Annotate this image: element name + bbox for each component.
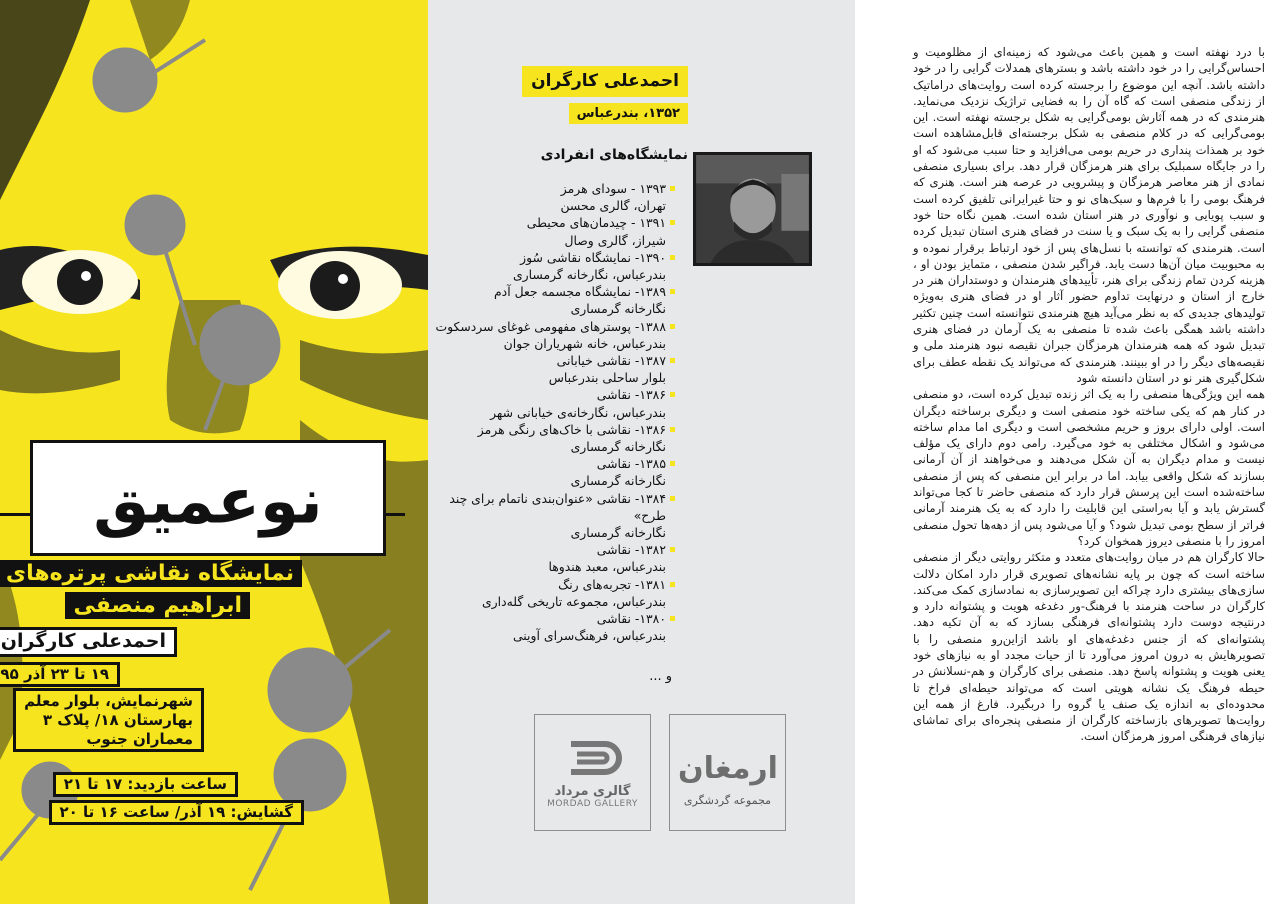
artist-name-tag: احمدعلی کارگران — [522, 66, 688, 97]
bullet-square-icon — [670, 582, 675, 587]
solo-exhibitions-list — [435, 180, 675, 644]
bullet-square-icon — [670, 289, 675, 294]
exhibition-item — [435, 214, 675, 248]
poster-artist-name: احمدعلی کارگران — [0, 627, 177, 657]
bullet-square-icon — [670, 427, 675, 432]
exhibition-title: ۱۳۸۴- نقاشی «عنوان‌بندی ناتمام برای چند طرح» — [449, 490, 666, 523]
bullet-square-icon — [670, 392, 675, 397]
exhibition-place: بندرعباس، معبد هندوها — [548, 559, 666, 575]
exhibition-place: بلوار ساحلی بندرعباس — [548, 370, 666, 386]
exhibition-title: ۱۳۸۲- نقاشی — [596, 542, 666, 558]
artist-birth-tag: ۱۳۵۲، بندرعباس — [569, 103, 688, 124]
poster-dates: ۱۹ تا ۲۳ آذر ۹۵ — [0, 662, 120, 687]
exhibition-item — [435, 180, 675, 214]
bullet-square-icon — [670, 616, 675, 621]
exhibition-place: نگارخانه گرمساری — [570, 473, 666, 489]
armaghan-logo-sub: مجموعه گردشگری — [683, 794, 772, 807]
essay-paragraph: با درد نهفته است و همین باعث می‌شود که زمینه‌ای از مظلومیت و احساس‌گرایی را در خود داشته باشد و بسترهای همدلات گرایی را در خود داشته باشد. آنچه این موضوع را برجسته کرده است روایت‌های دراماتیک از زندگی منصفی است که گاه آن را به فضایی تراژیک نزدیک می‌نماید. هنرمندی که در همه آثارش بومی‌گرایی به شکل برجسته نهفته است. این بومی‌گرایی که در کلام منصفی به شکل برجسته‌ای قابل‌مشاهده است خود بر همذات پنداری در حریم بومی می‌افزاید و حتا سبب می‌شود که او را در جایگاه سمبلیک برای هنر هرمزگان قرار دهد. برای بسیاری منصفی نمادی از هنر معاصر هرمزگان و پیشرویی در عرصه هنر است. هنری که فرهنگ بومی را با فرم‌ها و سبک‌های نو و حتا غیرایرانی تلفیق کرده است و سبب پویایی و نوآوری در هنر استان شده است. همین نگاه حتا خود منصفی گرایی را به یک سبک و یا سنت در فضای هنری استان تبدیل کرده است. هنرمندی که توانسته با نسل‌های پس از خود ارتباط برقرار نموده و به محبوبیت میان آن‌ها دست یابد. فراگیر شدن منصفی ، متمایز بودن او ، هزینه کردن تمام زندگی برای هنر، تأییدهای هنرمندان و دوستداران هنر در خارج از استان و درنهایت تداوم حضور آثار او در فضای هنری به‌ویژه تولیدهای جدیدی که به نظر می‌آید هیچ هنرمندی نتوانسته است چنین تکثیر داشته باشد همگی باعث شده تا منصفی به یک آرمان در فضای هنری تبدیل شود که همه هنرمندان هرمزگان جبران نقیصه نبود هنرمند ملی و نقیصه‌های دیگر را در او ببینند. هنرمندی که می‌تواند یک نقطه عطف برای شکل‌گیری هنر نو در استان دانسته شود — [913, 45, 1265, 385]
exhibition-item — [435, 249, 675, 283]
bullet-square-icon — [670, 358, 675, 363]
bullet-square-icon — [670, 324, 675, 329]
exhibition-item — [435, 386, 675, 420]
mordad-gallery-name: گالری مرداد — [554, 784, 631, 799]
exhibition-title: ۱۳۸۹- نمایشگاه مجسمه جعل آدم — [494, 284, 666, 300]
poster-visiting-hours: ساعت بازدید: ۱۷ تا ۲۱ — [53, 772, 238, 797]
exhibition-title: ۱۳۹۰- نمایشگاه نقاشی سُوز — [520, 249, 666, 265]
svg-text:ارمغان: ارمغان — [677, 751, 778, 786]
exhibition-item — [435, 541, 675, 575]
exhibition-place: بندرعباس، فرهنگ‌سرای آوینی — [512, 628, 666, 644]
exhibition-title: ۱۳۸۸- پوسترهای مفهومی غوغای سردسکوت — [435, 318, 666, 334]
essay-paragraph: همه این ویژگی‌ها منصفی را به یک اثر زنده تبدیل کرده است، دو منصفی در کنار هم که یکی ساخته خود منصفی است و دیگری برساخته دیگران است. اولی دارای بروز و حریم مشخصی است و دیگری اما مدام ساخته می‌شود و اشکال مختلفی به خود می‌گیرد. رامی دوم دارای یک مؤلف نیست و مدام دیگران به آن شکل می‌دهند و می‌خواهند از آن آرمانی بسازند که شکل واقعی بیابد. اما در برابر این منصفی که پس از منصفی ساخته‌شده است این پرسش قرار دارد که منصفی حاضر تا کجا می‌تواند گسترش یابد و آیا به‌راستی این قابلیت را دارد که به یک هنرمند آرمانی فراتر از سطح بومی تبدیل شود؟ و آیا می‌شود پس از دهه‌ها تحول منصفی امروز را با منصفی دیروز همخوان کرد؟ — [913, 387, 1265, 548]
exhibition-item — [435, 283, 675, 317]
exhibition-place: نگارخانه گرمساری — [570, 301, 666, 317]
armaghan-logo-icon — [677, 738, 778, 790]
poster-opening: گشایش: ۱۹ آذر/ ساعت ۱۶ تا ۲۰ — [49, 800, 304, 825]
poster-heading-line1: نمایشگاه نقاشی پرتره‌های — [0, 560, 302, 587]
poster-heading-line2: ابراهیم منصفی — [65, 592, 250, 619]
exhibition-item — [435, 318, 675, 352]
exhibition-place: بندرعباس، خانه شهریاران جوان — [503, 335, 666, 351]
exhibition-place: نگارخانه گرمساری — [570, 439, 666, 455]
exhibition-title: ۱۳۸۰- نقاشی — [596, 611, 666, 627]
essay-panel — [855, 0, 1280, 904]
exhibition-item — [435, 610, 675, 644]
bullet-square-icon — [670, 255, 675, 260]
exhibition-title: ۱۳۸۶- نقاشی با خاک‌های رنگی هرمز — [477, 421, 666, 437]
armaghan-logo — [669, 714, 786, 831]
solo-exhibitions-title: نمایشگاه‌های انفرادی — [540, 147, 688, 163]
bullet-square-icon — [670, 220, 675, 225]
bullet-square-icon — [670, 461, 675, 466]
exhibition-place: بندرعباس، مجموعه تاریخی گله‌داری — [481, 593, 666, 609]
exhibition-title: ۱۳۸۷- نقاشی خیابانی — [556, 353, 666, 369]
exhibition-poster — [0, 0, 428, 904]
exhibition-item — [435, 421, 675, 455]
poster-address — [13, 688, 204, 752]
list-etc: و ... — [649, 669, 672, 684]
bullet-square-icon — [670, 496, 675, 501]
exhibition-place: بندرعباس، نگارخانه گرمساری — [512, 267, 666, 283]
mordad-gallery-icon — [561, 736, 625, 780]
exhibition-item — [435, 455, 675, 489]
exhibition-place: بندرعباس، نگارخانه‌ی خیابانی شهر — [490, 404, 666, 420]
exhibition-title: ۱۳۹۳ - سودای هرمز — [560, 181, 666, 196]
artist-portrait-photo — [693, 152, 812, 266]
exhibition-item — [435, 490, 675, 542]
bullet-square-icon — [670, 186, 675, 191]
mordad-gallery-sub: MORDAD GALLERY — [547, 799, 638, 809]
poster-address-line3: معماران جنوب — [86, 729, 193, 748]
exhibition-item — [435, 576, 675, 610]
exhibition-place: تهران، گالری محسن — [560, 198, 666, 214]
mordad-gallery-logo — [534, 714, 651, 831]
exhibition-place: شیراز، گالری وصال — [564, 232, 666, 248]
poster-address-line1: شهرنمایش، بلوار معلم — [24, 692, 193, 710]
exhibition-title: ۱۳۸۱- تجربه‌های رنگ — [558, 576, 666, 592]
exhibition-title: ۱۳۸۶- نقاشی — [596, 387, 666, 403]
exhibition-title: ۱۳۸۵- نقاشی — [596, 456, 666, 472]
essay-paragraph: حالا کارگران هم در میان روایت‌های متعدد و متکثر روایتی دیگر از منصفی ساخته است که چون بر پایه نشانه‌های تصویری قرار دارد امکان دلالت سازی‌های بیشتری دارد چراکه این تصویرسازی به نمادسازی کمک می‌کند. کارگران در ساحت هنرمند با فرهنگ-ور دغدغه هویت و پشتوانه دارد و درنتیجه دوست دارد پشتوانه‌ای فرهنگی بسازد که به آن تکیه دهد. پشتوانه‌ای که از جنس دغدغه‌های او باشد ازاین‌رو منصفی را با تصویرهایش به درون امروز می‌آورد تا از حیات مجدد او به نیازهای خود یعنی هویت و پشتوانه پاسخ دهد. منصفی برای کارگران و هم-نسلانش در حیطه فرهنگ یک نشانه هویتی است که می‌تواند حیطه‌ای فراخ تا محدوده‌ای به اندازه یک صنف یا گروه را دربگیرد. فارغ از همه این روایت‌ها تصویرهای بازساخته کارگران از منصفی پنجره‌ای برای تماشای نیازهای فرهنگی امروز هرمزگان است. — [913, 550, 1265, 744]
exhibition-item — [435, 352, 675, 386]
exhibition-title: ۱۳۹۱ - چیدمان‌های محیطی — [526, 215, 666, 231]
poster-address-line2: بهارستان ۱۸/ پلاک ۳ — [42, 710, 193, 729]
exhibition-place: نگارخانه گرمساری — [570, 525, 666, 541]
svg-text:نوعمیق: نوعمیق — [93, 464, 323, 538]
bullet-square-icon — [670, 547, 675, 552]
artist-cv-panel — [428, 0, 855, 904]
poster-title-calligraphy — [30, 440, 386, 556]
essay-body — [913, 44, 1265, 745]
